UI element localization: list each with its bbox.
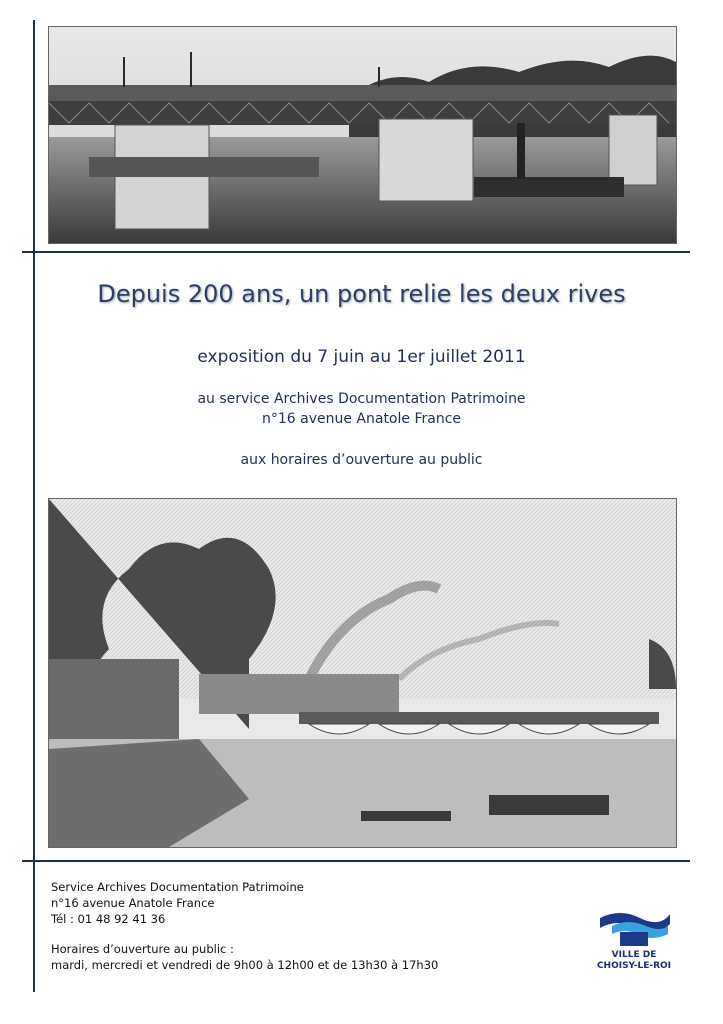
horizontal-rule-bottom: [22, 860, 690, 862]
venue-line-2: n°16 avenue Anatole France: [261, 411, 461, 427]
contact-info: [51, 879, 438, 973]
exhibition-dates: exposition du 7 juin au 1er juillet 2011: [197, 347, 526, 367]
logo-line-2: CHOISY-LE-ROI: [596, 961, 672, 971]
page-title: Depuis 200 ans, un pont relie les deux rives: [97, 280, 626, 308]
bridge-engraving: [48, 498, 677, 848]
logo-line-1: VILLE DE: [611, 950, 657, 960]
horizontal-rule-top: [22, 251, 690, 253]
footer-phone: Tél : 01 48 92 41 36: [51, 912, 166, 926]
venue-line-1: au service Archives Documentation Patrimoine: [197, 391, 526, 407]
footer-address: n°16 avenue Anatole France: [51, 896, 215, 910]
city-logo-text: [584, 950, 684, 972]
footer-hours-title: Horaires d’ouverture au public :: [51, 942, 234, 956]
opening-hours-note: aux horaires d’ouverture au public: [240, 452, 483, 468]
vertical-rule: [33, 20, 35, 992]
footer-hours-detail: mardi, mercredi et vendredi de 9h00 à 12h00 et de 13h30 à 17h30: [51, 958, 439, 972]
venue: [0, 389, 723, 429]
footer-org: Service Archives Documentation Patrimoine: [51, 880, 304, 894]
bridge-photo: [48, 26, 677, 244]
